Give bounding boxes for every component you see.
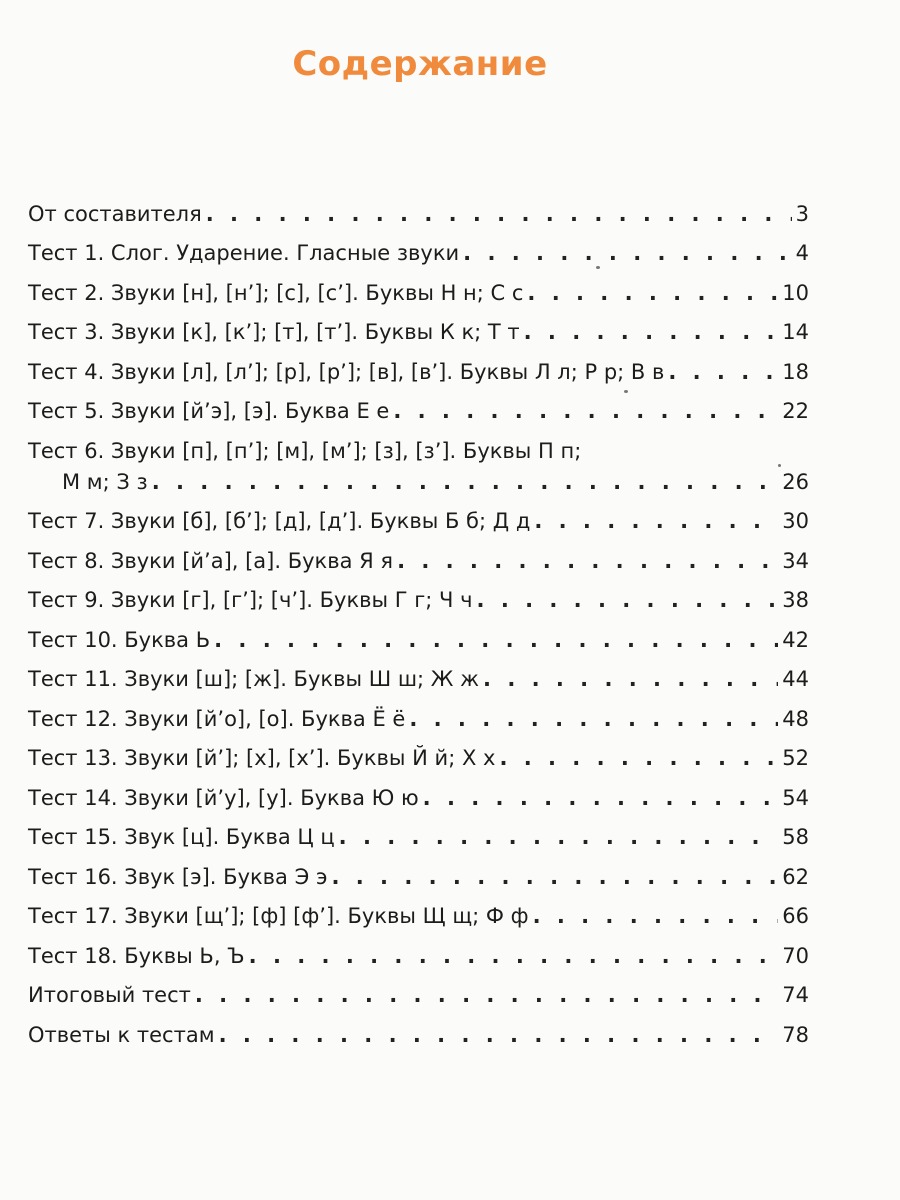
toc-entry bbox=[28, 928, 809, 968]
toc-entry-label: Тест 18. Буквы Ь, Ъ bbox=[28, 943, 245, 968]
toc-entry-label: Тест 4. Звуки [л], [л’]; [р], [р’]; [в], [в’]. Буквы Л л; Р р; В в bbox=[28, 359, 665, 384]
dot-leader bbox=[409, 707, 778, 731]
dot-leader bbox=[524, 320, 779, 344]
toc-entry bbox=[28, 384, 809, 424]
toc-entry-page: 52 bbox=[782, 746, 809, 770]
dot-leader bbox=[499, 746, 778, 770]
toc-entry bbox=[28, 770, 809, 810]
toc-entry bbox=[28, 533, 809, 573]
toc-entry bbox=[28, 344, 809, 384]
toc-entry-label: Тест 7. Звуки [б], [б’]; [д], [д’]. Буквы Б б; Д д bbox=[28, 509, 531, 533]
toc-entry-page: 34 bbox=[782, 548, 809, 573]
toc-entry bbox=[28, 731, 809, 771]
toc-entry-label: Тест 16. Звук [э]. Буква Э э bbox=[28, 864, 328, 889]
toc-entry-label: Тест 15. Звук [ц]. Буква Ц ц bbox=[28, 825, 335, 849]
toc-entry-page: 54 bbox=[782, 785, 809, 810]
toc-entry-page: 38 bbox=[782, 588, 809, 612]
toc-entry-page: 4 bbox=[795, 241, 809, 265]
dot-leader bbox=[339, 825, 779, 849]
scan-speck bbox=[778, 464, 781, 467]
toc-entry-label: Тест 12. Звуки [й’о], [о]. Буква Ё ё bbox=[28, 706, 406, 731]
toc-entry bbox=[28, 186, 809, 226]
page-title: Содержание bbox=[292, 44, 548, 84]
toc-entry bbox=[28, 691, 809, 731]
dot-leader bbox=[668, 360, 778, 384]
toc-entry-page: 42 bbox=[782, 627, 809, 652]
toc-entry bbox=[28, 573, 809, 613]
toc-entry-page: 58 bbox=[782, 825, 809, 849]
toc-entry-label: Тест 2. Звуки [н], [н’]; [с], [с’]. Буквы Н н; С с bbox=[28, 280, 524, 305]
toc-entry bbox=[28, 305, 809, 345]
toc-entry-page: 74 bbox=[782, 983, 809, 1007]
toc-entry bbox=[28, 889, 809, 929]
toc-entry-label: Тест 3. Звуки [к], [к’]; [т], [т’]. Буквы К к; Т т bbox=[28, 320, 520, 344]
toc-entry-page: 22 bbox=[782, 399, 809, 423]
dot-leader bbox=[206, 202, 792, 226]
scan-speck bbox=[624, 390, 628, 393]
dot-leader bbox=[331, 865, 778, 889]
toc-entry-label: Тест 9. Звуки [г], [г’]; [ч’]. Буквы Г г; Ч ч bbox=[28, 588, 473, 612]
toc-entry bbox=[28, 612, 809, 652]
toc-entry-label: Тест 17. Звуки [щ’]; [ф] [ф’]. Буквы Щ щ; Ф ф bbox=[28, 904, 529, 928]
scan-speck bbox=[596, 266, 600, 269]
toc-entry-page: 62 bbox=[782, 864, 809, 889]
toc-entry-page: 78 bbox=[782, 1022, 809, 1047]
toc-entry-label: Тест 10. Буква Ь bbox=[28, 627, 211, 652]
toc-entry-page: 30 bbox=[782, 509, 809, 533]
dot-leader bbox=[214, 628, 778, 652]
toc-entry bbox=[28, 1007, 809, 1047]
dot-leader bbox=[527, 281, 778, 305]
toc-entry-page: 26 bbox=[782, 469, 809, 494]
toc-entry bbox=[28, 968, 809, 1008]
table-of-contents bbox=[28, 186, 809, 1047]
toc-entry-page: 10 bbox=[782, 280, 809, 305]
toc-entry-label: Тест 8. Звуки [й’а], [а]. Буква Я я bbox=[28, 548, 394, 573]
dot-leader bbox=[533, 904, 779, 928]
dot-leader bbox=[463, 241, 791, 265]
toc-entry-label: Ответы к тестам bbox=[28, 1022, 215, 1047]
toc-entry bbox=[28, 423, 809, 494]
dot-leader bbox=[534, 509, 778, 533]
toc-entry-page: 44 bbox=[782, 667, 809, 691]
toc-entry-page: 3 bbox=[795, 201, 809, 226]
dot-leader bbox=[393, 399, 778, 423]
toc-entry-label: Тест 1. Слог. Ударение. Гласные звуки bbox=[28, 241, 460, 265]
dot-leader bbox=[219, 1023, 779, 1047]
toc-entry-label: Тест 5. Звуки [й’э], [э]. Буква Е е bbox=[28, 399, 390, 423]
toc-entry-label: Тест 13. Звуки [й’]; [х], [х’]. Буквы Й й; Х х bbox=[28, 746, 496, 770]
dot-leader bbox=[477, 588, 779, 612]
dot-leader bbox=[483, 667, 778, 691]
toc-entry bbox=[28, 849, 809, 889]
toc-entry-label: Итоговый тест bbox=[28, 983, 191, 1007]
toc-entry-page: 14 bbox=[782, 320, 809, 344]
toc-entry bbox=[28, 652, 809, 692]
toc-entry bbox=[28, 226, 809, 266]
toc-entry-label-continued: М м; З з bbox=[62, 469, 148, 494]
toc-entry-label: Тест 6. Звуки [п], [п’]; [м], [м’]; [з], [з’]. Буквы П п; bbox=[28, 438, 582, 463]
dot-leader bbox=[397, 549, 778, 573]
toc-entry bbox=[28, 265, 809, 305]
dot-leader bbox=[249, 944, 779, 968]
dot-leader bbox=[195, 983, 778, 1007]
toc-entry-page: 70 bbox=[782, 943, 809, 968]
toc-entry bbox=[28, 810, 809, 850]
toc-entry-page: 18 bbox=[782, 359, 809, 384]
toc-entry-page: 48 bbox=[782, 706, 809, 731]
toc-entry bbox=[28, 494, 809, 534]
toc-entry-label: Тест 11. Звуки [ш]; [ж]. Буквы Ш ш; Ж ж bbox=[28, 667, 480, 691]
dot-leader bbox=[423, 786, 779, 810]
toc-entry-label: Тест 14. Звуки [й’у], [у]. Буква Ю ю bbox=[28, 785, 419, 810]
dot-leader bbox=[152, 470, 779, 494]
toc-entry-label: От составителя bbox=[28, 201, 202, 226]
toc-entry-page: 66 bbox=[782, 904, 809, 928]
